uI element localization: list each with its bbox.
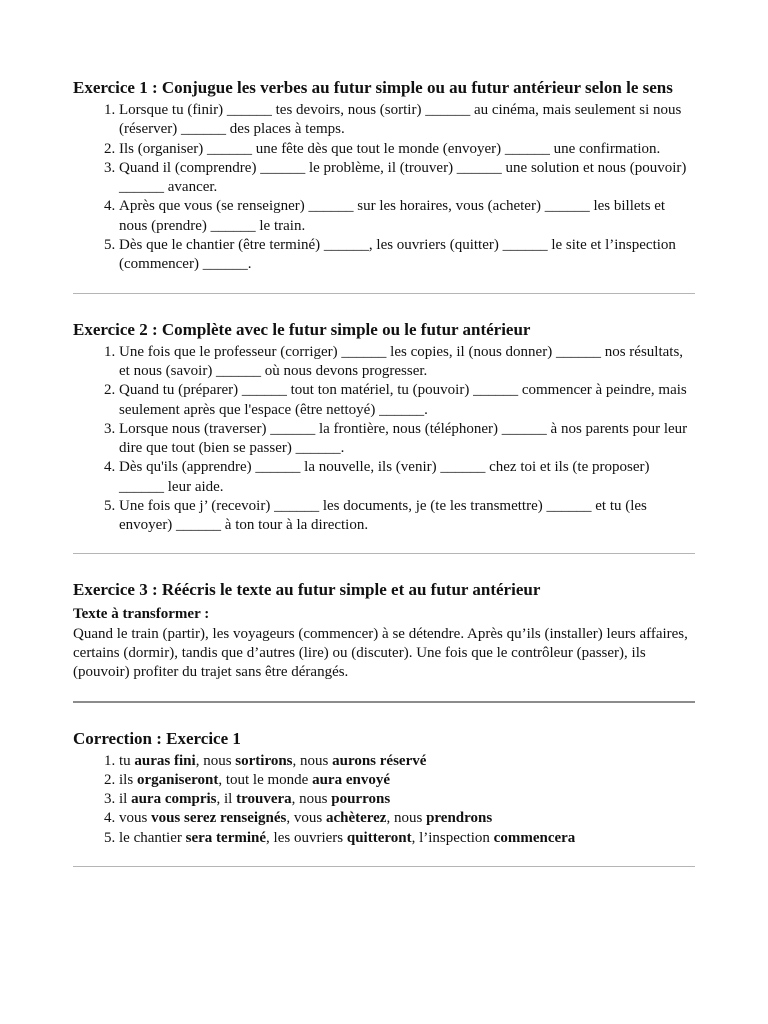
exercise-2-list <box>73 343 695 536</box>
answer-text: trouvera <box>236 791 292 808</box>
answer-text: auras fini <box>134 752 196 769</box>
text-to-transform-label: Texte à transformer : <box>73 605 210 622</box>
list-item <box>119 790 695 809</box>
list-item: 1. Lorsque tu (finir) ______ tes devoirs, nous (sortir) ______ au cinéma, mais seulement si nous (réserver) ______ des places à temps. <box>119 101 695 140</box>
exercise-3-title: Exercice 3 : Réécris le texte au futur simple et au futur antérieur <box>73 579 541 599</box>
answer-text: commencera <box>493 829 576 846</box>
correction-1 <box>73 729 695 848</box>
worksheet <box>73 78 695 867</box>
exercise-1-title: Exercice 1 : Conjugue les verbes au futur simple ou au futur antérieur selon le sens <box>73 78 673 97</box>
exercise-1 <box>73 78 695 275</box>
plain-text: , vous <box>286 810 326 827</box>
exercise-1-list <box>73 101 695 275</box>
exercise-2 <box>73 320 695 536</box>
answer-text: aura envoyé <box>312 771 390 788</box>
plain-text: , l’inspection <box>411 829 494 846</box>
list-item: 1. Une fois que le professeur (corriger) ______ les copies, il (nous donner) ______ nos résultats, et nous (savoir) ______ où nous devons progresser. <box>119 343 695 382</box>
plain-text: , tout le monde <box>218 771 313 788</box>
divider <box>73 866 695 867</box>
correction-1-list <box>73 752 695 848</box>
plain-text: il <box>119 791 132 808</box>
divider <box>73 293 695 294</box>
exercise-3 <box>73 580 695 683</box>
plain-text: ils <box>119 771 137 788</box>
list-item <box>119 829 695 848</box>
list-item: 2. Ils (organiser) ______ une fête dès que tout le monde (envoyer) ______ une confirmation. <box>119 140 695 159</box>
answer-text: sortirons <box>235 752 293 769</box>
plain-text: , nous <box>291 791 332 808</box>
plain-text: tu <box>119 752 135 769</box>
list-item: 4. Dès qu'ils (apprendre) ______ la nouvelle, ils (venir) ______ chez toi et ils (te proposer) ______ leur aide. <box>119 458 695 497</box>
list-item <box>119 752 695 771</box>
plain-text: le chantier <box>119 829 186 846</box>
divider <box>73 553 695 554</box>
list-item: 4. Après que vous (se renseigner) ______ sur les horaires, vous (acheter) ______ les billets et nous (prendre) ______ le train. <box>119 197 695 236</box>
correction-1-title: Correction : Exercice 1 <box>73 728 241 748</box>
divider <box>73 701 695 703</box>
answer-text: sera terminé <box>185 829 267 846</box>
exercise-2-title: Exercice 2 : Complète avec le futur simple ou le futur antérieur <box>73 319 531 339</box>
answer-text: quitteront <box>346 829 412 846</box>
plain-text: , il <box>216 791 237 808</box>
list-item: 3. Quand il (comprendre) ______ le problème, il (trouver) ______ une solution et nous (pouvoir) ______ avancer. <box>119 159 695 198</box>
answer-text: achèterez <box>325 810 387 827</box>
plain-text: , nous <box>195 752 236 769</box>
answer-text: aurons réservé <box>332 752 427 769</box>
text-to-transform: Quand le train (partir), les voyageurs (commencer) à se détendre. Après qu’ils (installer) leurs affaires, certains (dormir), tandis que d’autres (lire) ou (discuter). Une fois que le contrôleur (passer), ils (pouvoir) profiter du trajet sans être dérangés. <box>73 625 688 681</box>
answer-text: organiseront <box>136 771 219 788</box>
list-item: 2. Quand tu (préparer) ______ tout ton matériel, tu (pouvoir) ______ commencer à peindre, mais seulement après que l'espace (être nettoyé) ______. <box>119 381 695 420</box>
plain-text: , les ouvriers <box>266 829 347 846</box>
answer-text: vous serez renseignés <box>151 810 287 827</box>
list-item: 5. Une fois que j’ (recevoir) ______ les documents, je (te les transmettre) ______ et tu (les envoyer) ______ à ton tour à la direction. <box>119 497 695 536</box>
list-item: 3. Lorsque nous (traverser) ______ la frontière, nous (téléphoner) ______ à nos parents pour leur dire que tout (bien se passer) ______. <box>119 420 695 459</box>
answer-text: aura compris <box>131 791 217 808</box>
plain-text: vous <box>119 810 152 827</box>
plain-text: , nous <box>386 810 427 827</box>
plain-text: , nous <box>292 752 333 769</box>
list-item: 5. Dès que le chantier (être terminé) ______, les ouvriers (quitter) ______ le site et l’inspection (commencer) ______. <box>119 236 695 275</box>
list-item <box>119 809 695 828</box>
answer-text: pourrons <box>331 791 391 808</box>
answer-text: prendrons <box>426 810 493 827</box>
list-item <box>119 771 695 790</box>
